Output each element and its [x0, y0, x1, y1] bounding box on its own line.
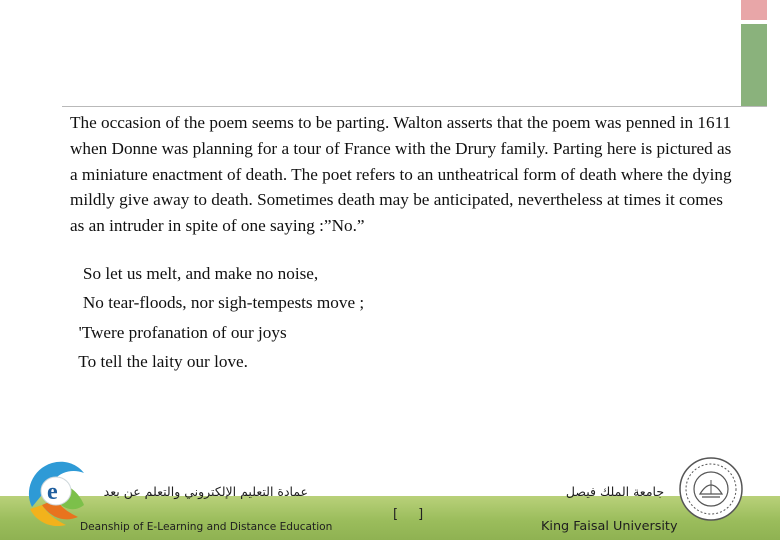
slide-body	[70, 110, 740, 239]
top-accent-pink	[741, 0, 767, 20]
e-learning-globe-icon	[22, 455, 88, 531]
verse-line-3: 'Twere profanation of our joys	[70, 322, 287, 342]
poem-verse	[70, 259, 670, 376]
deanship-arabic-name: عمادة التعليم الإلكتروني والتعلم عن بعد	[103, 484, 308, 499]
deanship-english-name: Deanship of E-Learning and Distance Education	[80, 521, 333, 533]
page-bracket-close: ]	[418, 507, 424, 522]
verse-line-1: So let us melt, and make no noise,	[70, 264, 319, 283]
top-accent-green	[741, 24, 767, 107]
header-divider	[62, 106, 767, 107]
svg-text:e: e	[47, 479, 58, 505]
university-arabic-name: جامعة الملك فيصل	[565, 484, 665, 499]
page-bracket-open: [	[393, 507, 399, 522]
verse-line-4: To tell the laity our love.	[70, 351, 248, 371]
body-paragraph: The occasion of the poem seems to be parting. Walton asserts that the poem was penned in 1611 when Donne was planning for a tour of France with the Drury family. Parting here is pictured as a miniature enactment of death. The poet refers to an untheatrical form of death where the dying mildly give away to death. Sometimes death may be anticipated, nevertheless at times it comes as an intruder in spite of one saying :”No.”	[70, 113, 732, 236]
page-number	[393, 507, 423, 522]
verse-line-2: No tear-floods, nor sigh-tempests move ;	[70, 293, 365, 313]
university-english-name: King Faisal University	[541, 519, 678, 534]
university-seal-icon	[678, 456, 744, 522]
